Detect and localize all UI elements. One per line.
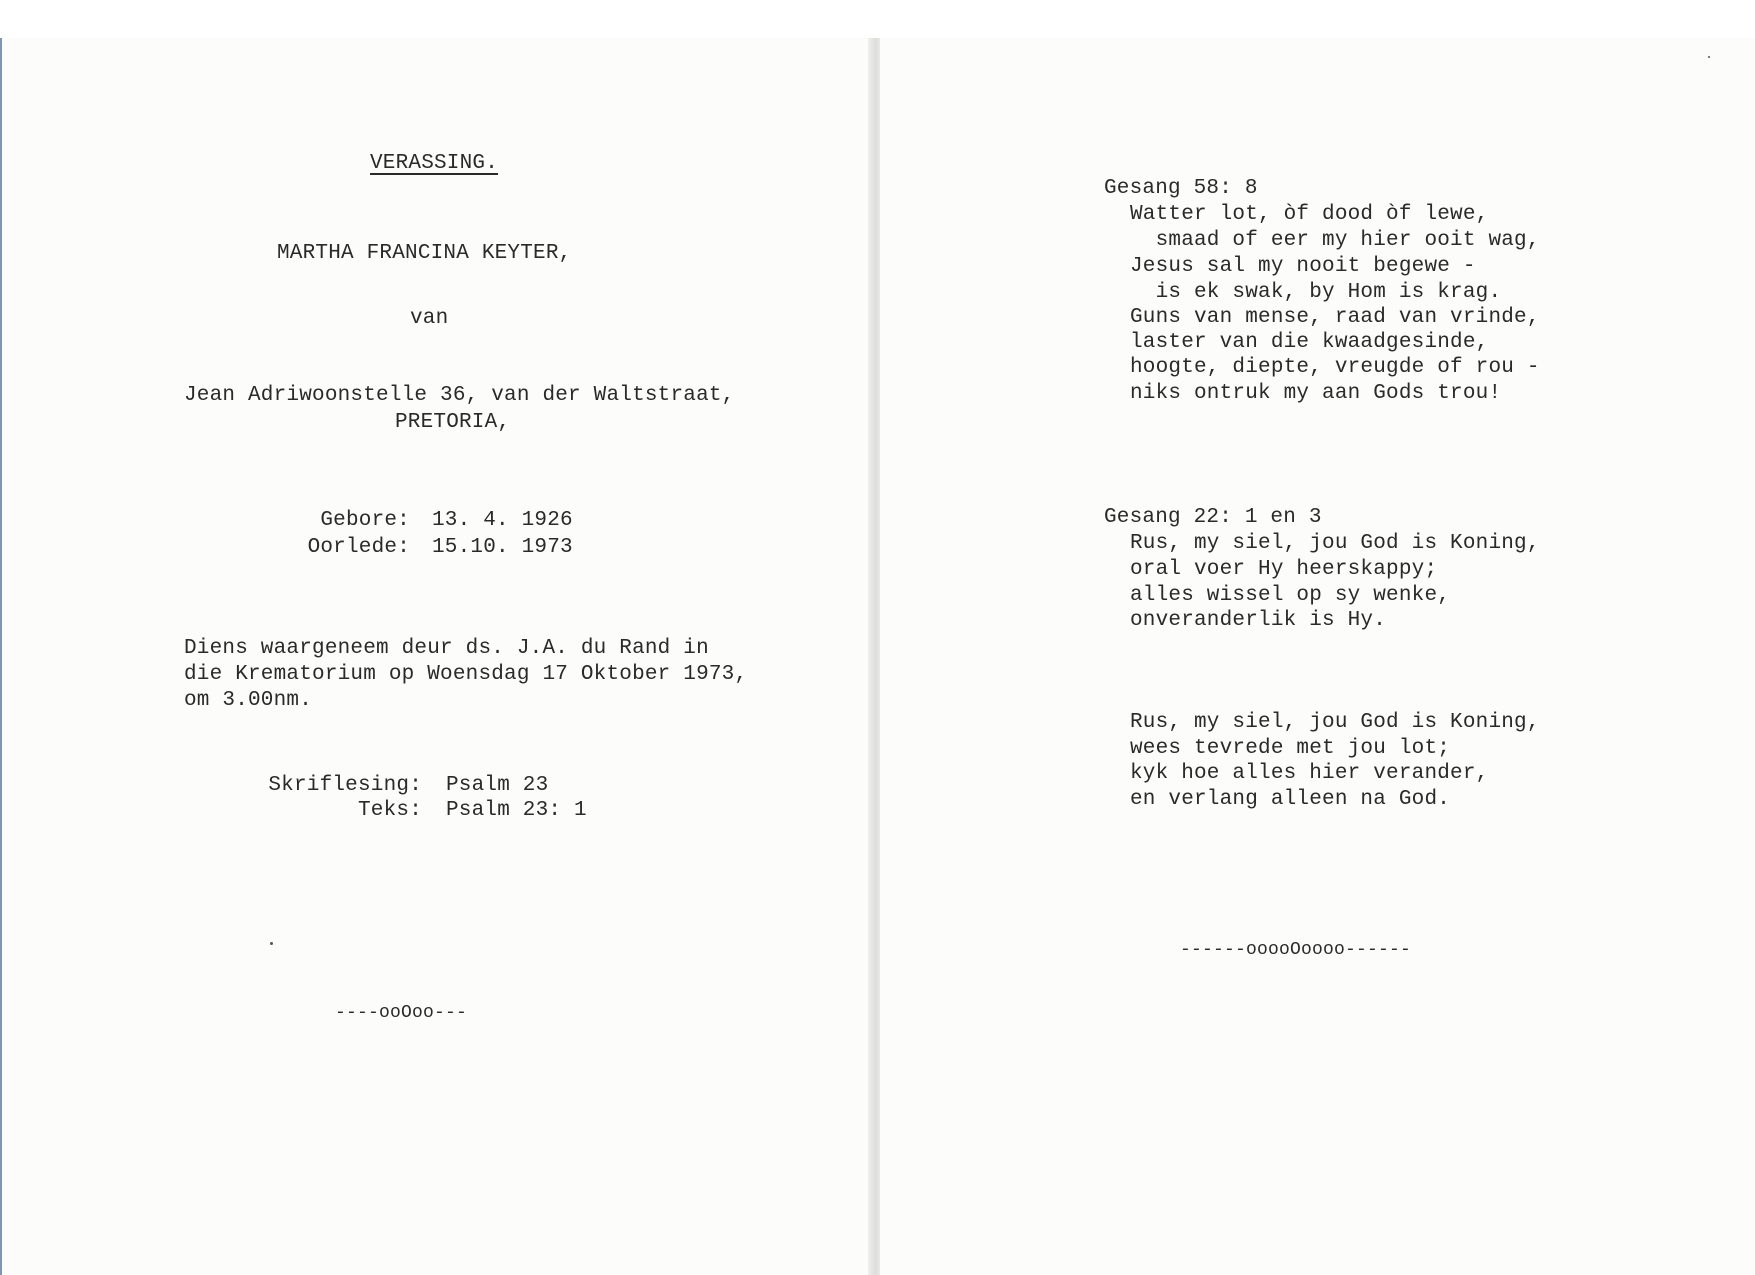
service-line-3: om 3.00nm. — [184, 689, 313, 712]
born-date: 13. 4. 1926 — [432, 509, 573, 532]
hymn-1-line: niks ontruk my aan Gods trou! — [1130, 382, 1502, 405]
hymn-1-line: Watter lot, òf dood òf lewe, — [1130, 203, 1489, 226]
died-label: Oorlede: — [307, 536, 410, 559]
page-title: VERASSING. — [370, 152, 499, 175]
hymn-2-verse-2-line: en verlang alleen na God. — [1130, 788, 1451, 811]
address-line-1: Jean Adriwoonstelle 36, van der Waltstraat, — [184, 384, 735, 407]
deceased-name: MARTHA FRANCINA KEYTER, — [277, 242, 572, 265]
service-line-1: Diens waargeneem deur ds. J.A. du Rand in — [184, 637, 709, 660]
right-end-mark: ------ooooOoooo------ — [1180, 940, 1412, 960]
hymn-2-verse-1-line: oral voer Hy heerskappy; — [1130, 558, 1438, 581]
text-value: Psalm 23: 1 — [446, 799, 587, 822]
reading-value: Psalm 23 — [446, 774, 549, 797]
died-date: 15.10. 1973 — [432, 536, 573, 559]
hymn-1-line: hoogte, diepte, vreugde of rou - — [1130, 356, 1540, 379]
hymn-2-heading: Gesang 22: 1 en 3 — [1104, 506, 1322, 529]
hymn-1-line: Guns van mense, raad van vrinde, — [1130, 306, 1540, 329]
hymn-2-verse-1-line: onveranderlik is Hy. — [1130, 609, 1387, 632]
hymn-1-line: Jesus sal my nooit begewe - — [1130, 255, 1476, 278]
born-label: Gebore: — [320, 509, 410, 532]
paper-speck — [1708, 56, 1710, 58]
paper-speck — [270, 942, 273, 945]
hymn-2-verse-2-line: wees tevrede met jou lot; — [1130, 737, 1451, 760]
address-line-2: PRETORIA, — [395, 411, 511, 434]
reading-label: Skriflesing: — [268, 774, 422, 797]
left-end-mark: ----ooOoo--- — [335, 1003, 468, 1023]
hymn-1-line: is ek swak, by Hom is krag. — [1130, 281, 1502, 304]
hymn-2-verse-2-line: kyk hoe alles hier verander, — [1130, 762, 1489, 785]
hymn-2-verse-2-line: Rus, my siel, jou God is Koning, — [1130, 711, 1540, 734]
hymn-1-line: smaad of eer my hier ooit wag, — [1130, 229, 1540, 252]
hymn-2-verse-1-line: Rus, my siel, jou God is Koning, — [1130, 532, 1540, 555]
service-line-2: die Krematorium op Woensdag 17 Oktober 1973, — [184, 663, 748, 686]
hymn-2-verse-1-line: alles wissel op sy wenke, — [1130, 584, 1451, 607]
text-label: Teks: — [357, 799, 422, 822]
van-word: van — [410, 307, 449, 330]
hymn-1-line: laster van die kwaadgesinde, — [1130, 331, 1489, 354]
hymn-1-heading: Gesang 58: 8 — [1104, 177, 1258, 200]
